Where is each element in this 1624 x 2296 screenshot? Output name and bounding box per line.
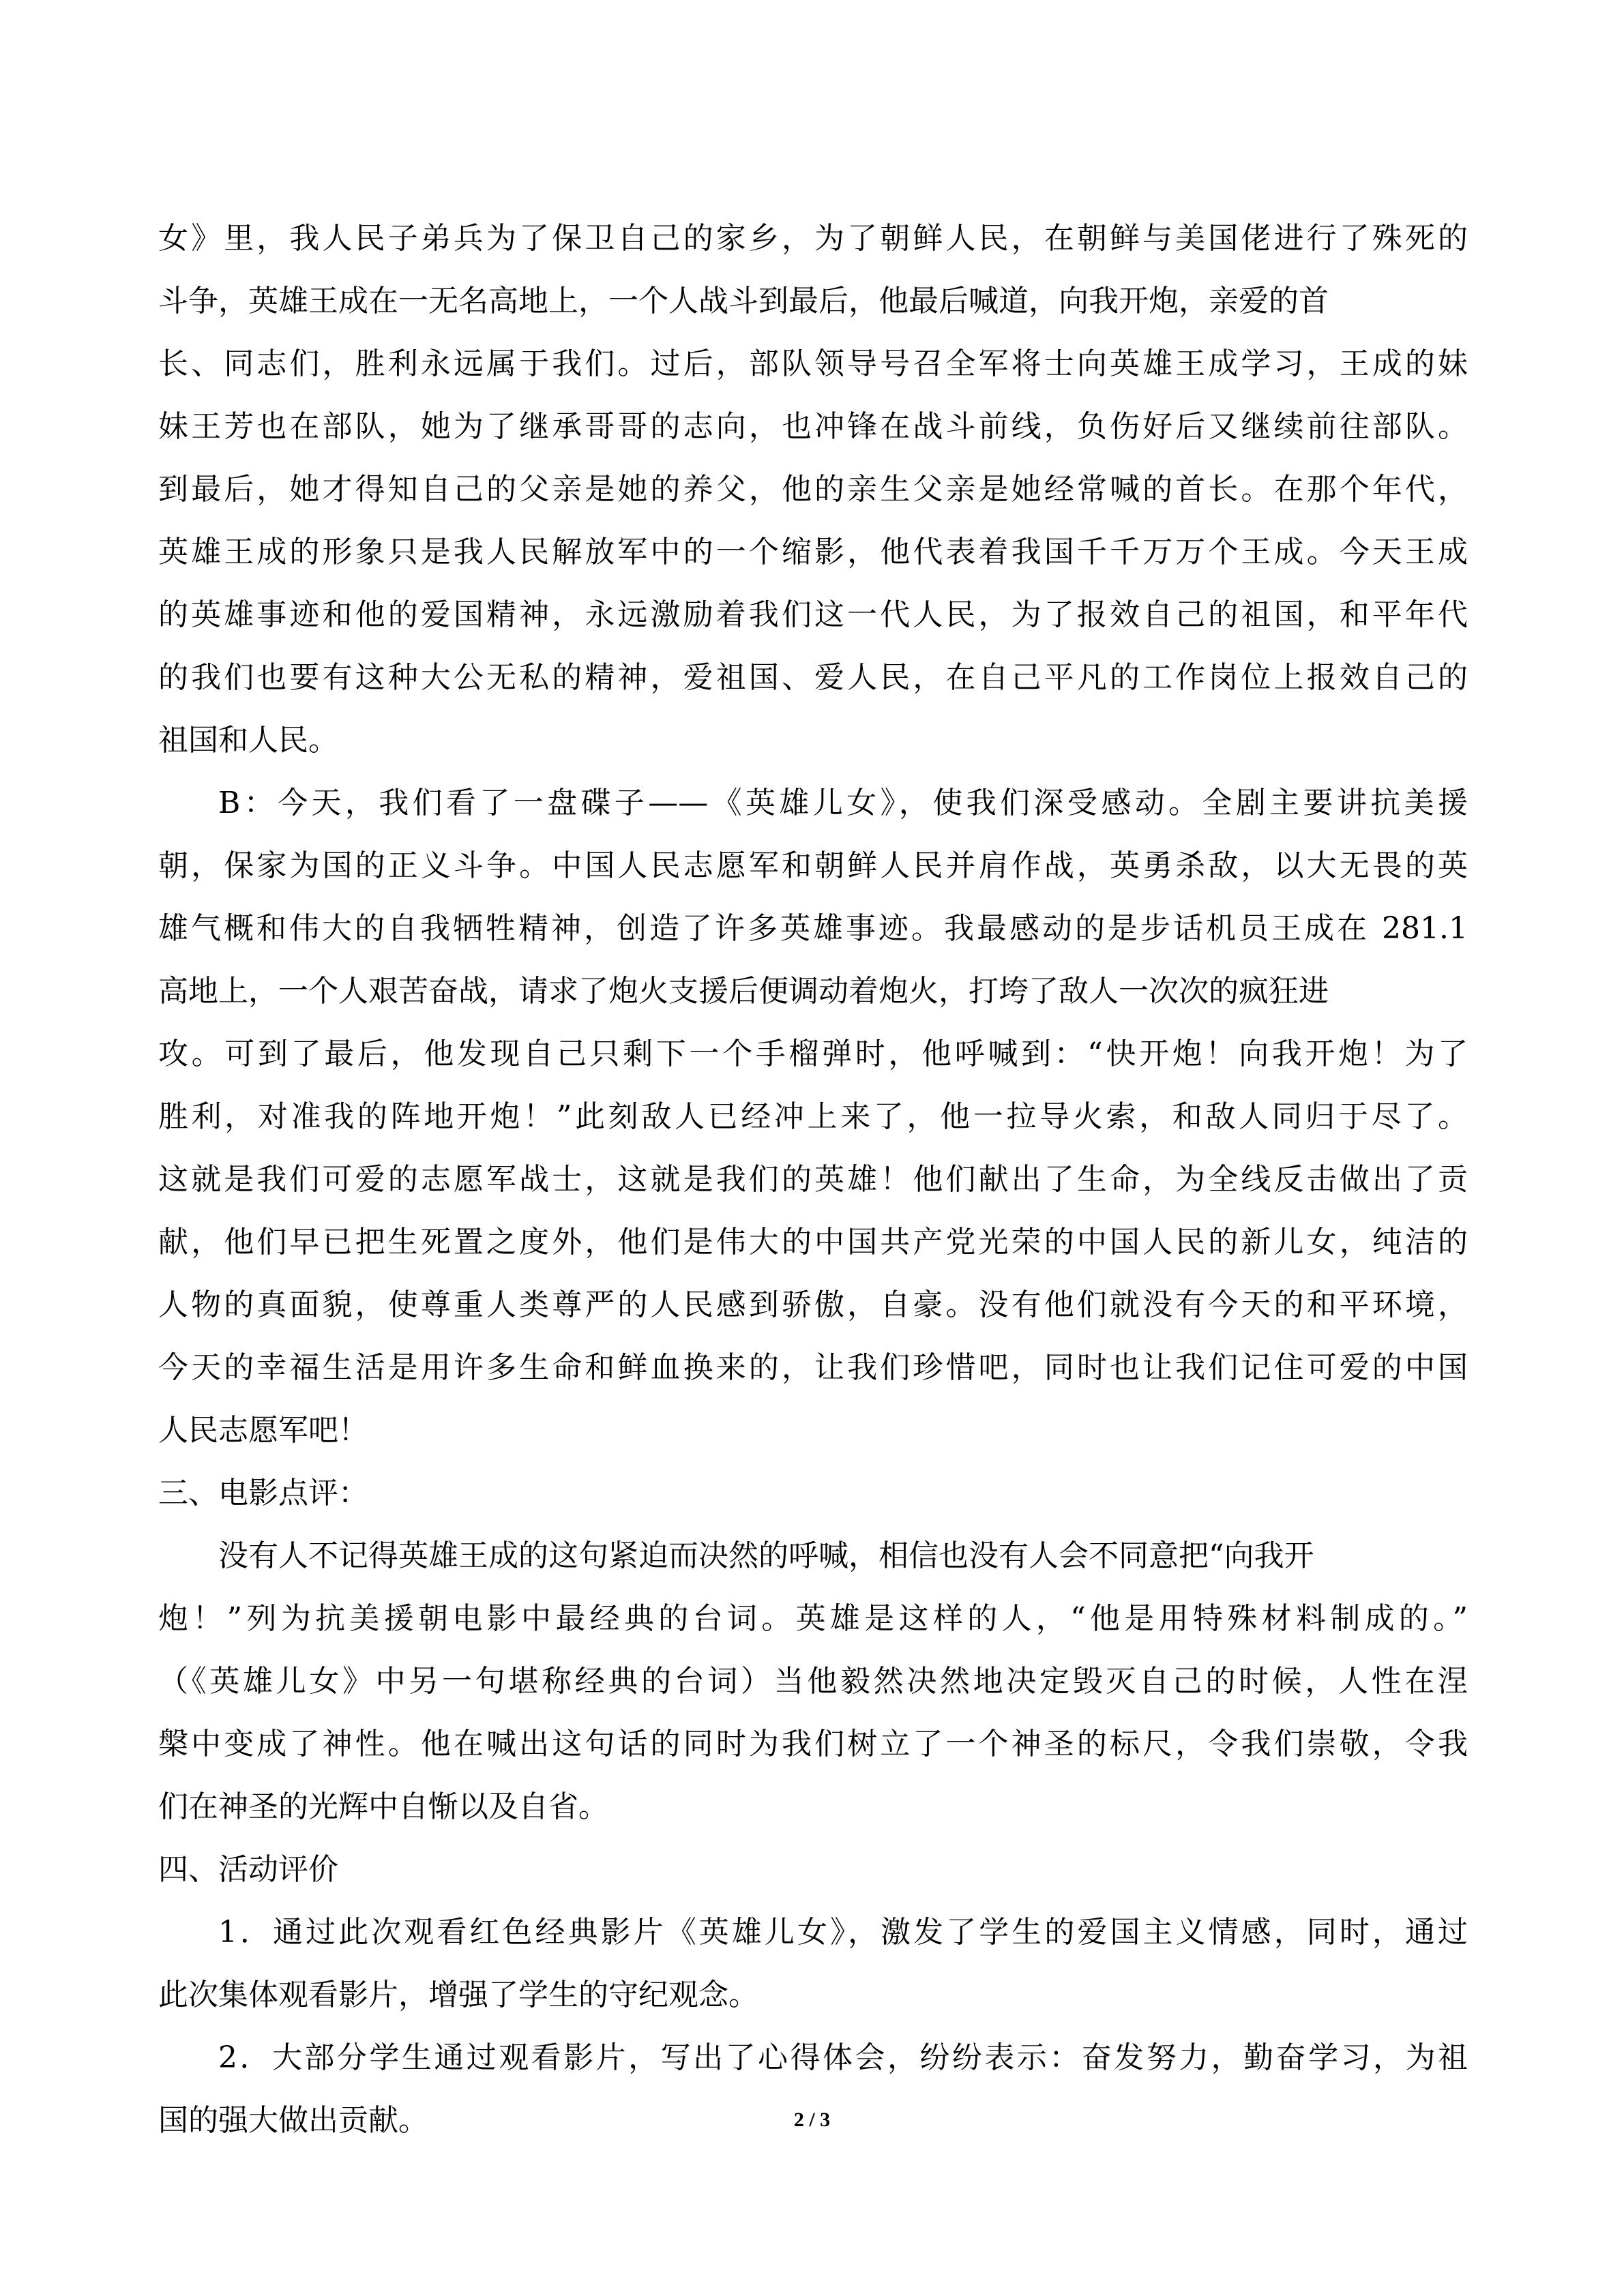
text-line: 三、电影点评： xyxy=(158,1476,368,1510)
text-line: 人民志愿军吧！ xyxy=(158,1413,368,1448)
page-number: 2 / 3 xyxy=(793,2108,831,2131)
text-line: 国的强大做出贡献。 xyxy=(158,2103,428,2138)
text-line: 长、同志们，胜利永远属于我们。过后，部队领导号召全军将士向英雄王成学习，王成的妹 xyxy=(158,346,1468,381)
text-line: 这就是我们可爱的志愿军战士，这就是我们的英雄！他们献出了生命，为全线反击做出了贡 xyxy=(158,1162,1468,1197)
text-line: 没有人不记得英雄王成的这句紧迫而决然的呼喊，相信也没有人会不同意把“向我开 xyxy=(218,1538,1314,1573)
text-line: 2．大部分学生通过观看影片，写出了心得体会，纷纷表示：奋发努力，勤奋学习，为祖 xyxy=(218,2040,1468,2075)
text-line: 女》里，我人民子弟兵为了保卫自己的家乡，为了朝鲜人民，在朝鲜与美国佬进行了殊死的 xyxy=(158,221,1468,256)
text-line: 槃中变成了神性。他在喊出这句话的同时为我们树立了一个神圣的标尺，令我们崇敬，令我 xyxy=(158,1727,1468,1761)
text-line: 斗争，英雄王成在一无名高地上，一个人战斗到最后，他最后喊道，向我开炮，亲爱的首 xyxy=(158,284,1329,318)
text-line: 1．通过此次观看红色经典影片《英雄儿女》，激发了学生的爱国主义情感，同时，通过 xyxy=(218,1915,1468,1950)
text-line: 胜利，对准我的阵地开炮！”此刻敌人已经冲上来了，他一拉导火索，和敌人同归于尽了。 xyxy=(158,1099,1468,1134)
text-line: 们在神圣的光辉中自惭以及自省。 xyxy=(158,1789,608,1824)
text-line: 炮！”列为抗美援朝电影中最经典的台词。英雄是这样的人，“他是用特殊材料制成的。” xyxy=(158,1601,1468,1636)
text-line: B：今天，我们看了一盘碟子——《英雄儿女》，使我们深受感动。全剧主要讲抗美援 xyxy=(218,786,1468,820)
text-line: 雄气概和伟大的自我牺牲精神，创造了许多英雄事迹。我最感动的是步话机员王成在 281.1 xyxy=(158,911,1468,946)
text-line: 英雄王成的形象只是我人民解放军中的一个缩影，他代表着我国千千万万个王成。今天王成 xyxy=(158,535,1468,569)
document-body xyxy=(158,207,1468,2152)
text-line: 的我们也要有这种大公无私的精神，爱祖国、爱人民，在自己平凡的工作岗位上报效自己的 xyxy=(158,660,1468,695)
text-line: 祖国和人民。 xyxy=(158,723,338,758)
text-line: 的英雄事迹和他的爱国精神，永远激励着我们这一代人民，为了报效自己的祖国，和平年代 xyxy=(158,597,1468,632)
text-line: 献，他们早已把生死置之度外，他们是伟大的中国共产党光荣的中国人民的新儿女，纯洁的 xyxy=(158,1225,1468,1259)
text-line: 朝，保家为国的正义斗争。中国人民志愿军和朝鲜人民并肩作战，英勇杀敌，以大无畏的英 xyxy=(158,848,1468,883)
text-line: 此次集体观看影片，增强了学生的守纪观念。 xyxy=(158,1978,758,2012)
text-line: 到最后，她才得知自己的父亲是她的养父，他的亲生父亲是她经常喊的首长。在那个年代， xyxy=(158,472,1468,507)
text-line: （《英雄儿女》中另一句堪称经典的台词）当他毅然决然地决定毁灭自己的时候，人性在涅 xyxy=(158,1664,1468,1699)
text-line: 攻。可到了最后，他发现自己只剩下一个手榴弹时，他呼喊到：“快开炮！向我开炮！为了 xyxy=(158,1037,1468,1071)
text-line: 今天的幸福生活是用许多生命和鲜血换来的，让我们珍惜吧，同时也让我们记住可爱的中国 xyxy=(158,1350,1468,1385)
text-line: 妹王芳也在部队，她为了继承哥哥的志向，也冲锋在战斗前线，负伤好后又继续前往部队。 xyxy=(158,409,1468,444)
text-line: 高地上，一个人艰苦奋战，请求了炮火支援后便调动着炮火，打垮了敌人一次次的疯狂进 xyxy=(158,974,1329,1009)
text-line: 四、活动评价 xyxy=(158,1852,338,1887)
text-line: 人物的真面貌，使尊重人类尊严的人民感到骄傲，自豪。没有他们就没有今天的和平环境， xyxy=(158,1287,1468,1322)
